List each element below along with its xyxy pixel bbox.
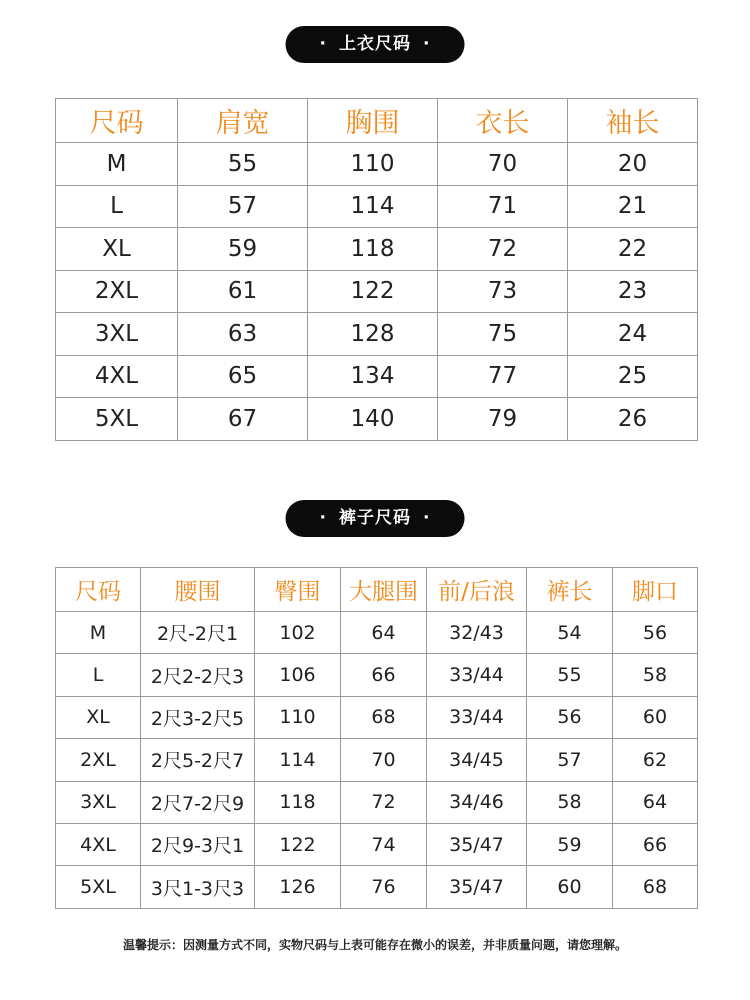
table-cell: 2XL: [56, 739, 141, 781]
table-cell: 134: [308, 355, 438, 398]
measurement-note: 温馨提示：因测量方式不同，实物尺码与上表可能存在微小的误差，并非质量问题，请您理解。: [122, 938, 627, 952]
table-row: [56, 866, 698, 908]
table-cell: 24: [568, 313, 698, 356]
table-cell: 73: [438, 270, 568, 313]
dot-icon: ·: [319, 34, 327, 54]
table-cell: 66: [613, 823, 698, 865]
table-cell: 63: [178, 313, 308, 356]
table-cell: 25: [568, 355, 698, 398]
table-cell: 70: [341, 739, 427, 781]
pants-size-table: [55, 567, 698, 909]
table-cell: 64: [613, 781, 698, 823]
table-cell: 110: [308, 143, 438, 186]
table-cell: 72: [341, 781, 427, 823]
header-cell: 尺码: [56, 568, 141, 612]
table-cell: 60: [527, 866, 613, 908]
top-size-title-badge: [286, 26, 465, 63]
table-cell: 33/44: [427, 654, 527, 696]
table-cell: 118: [308, 228, 438, 271]
table-cell: 75: [438, 313, 568, 356]
table-cell: 58: [527, 781, 613, 823]
table-cell: 21: [568, 185, 698, 228]
table-cell: 59: [178, 228, 308, 271]
table-row: [56, 739, 698, 781]
table-cell: 55: [527, 654, 613, 696]
table-cell: 33/44: [427, 696, 527, 738]
dot-icon: ·: [319, 508, 327, 528]
table-cell: M: [56, 143, 178, 186]
table-cell: 56: [527, 696, 613, 738]
table-cell: 74: [341, 823, 427, 865]
table-cell: 114: [255, 739, 341, 781]
table-row: [56, 823, 698, 865]
header-cell: 大腿围: [341, 568, 427, 612]
top-size-table: [55, 98, 698, 441]
table-cell: 66: [341, 654, 427, 696]
pants-size-title-badge: [286, 500, 465, 537]
table-cell: 122: [308, 270, 438, 313]
table-cell: 35/47: [427, 823, 527, 865]
table-cell: 55: [178, 143, 308, 186]
table-cell: 106: [255, 654, 341, 696]
table-cell: 35/47: [427, 866, 527, 908]
header-cell: 腰围: [141, 568, 255, 612]
table-cell: 32/43: [427, 612, 527, 654]
top-size-title: 上衣尺码: [339, 34, 411, 54]
table-row: [56, 355, 698, 398]
table-cell: 64: [341, 612, 427, 654]
table-cell: 3尺1-3尺3: [141, 866, 255, 908]
table-cell: 20: [568, 143, 698, 186]
header-cell: 脚口: [613, 568, 698, 612]
header-cell: 衣长: [438, 99, 568, 143]
pants-size-title: 裤子尺码: [339, 508, 411, 528]
table-row: [56, 696, 698, 738]
table-cell: 71: [438, 185, 568, 228]
header-cell: 前/后浪: [427, 568, 527, 612]
table-row: [56, 781, 698, 823]
header-cell: 尺码: [56, 99, 178, 143]
table-cell: 57: [527, 739, 613, 781]
table-cell: 22: [568, 228, 698, 271]
table-cell: 4XL: [56, 823, 141, 865]
table-cell: 57: [178, 185, 308, 228]
table-cell: XL: [56, 696, 141, 738]
table-row: [56, 654, 698, 696]
table-cell: 72: [438, 228, 568, 271]
header-cell: 肩宽: [178, 99, 308, 143]
table-cell: 3XL: [56, 313, 178, 356]
table-cell: 114: [308, 185, 438, 228]
dot-icon: ·: [423, 508, 431, 528]
table-cell: 4XL: [56, 355, 178, 398]
table-cell: 61: [178, 270, 308, 313]
table-cell: 2尺-2尺1: [141, 612, 255, 654]
table-cell: 2尺5-2尺7: [141, 739, 255, 781]
table-cell: 62: [613, 739, 698, 781]
table-header-row: [56, 568, 698, 612]
table-cell: 2XL: [56, 270, 178, 313]
table-cell: 60: [613, 696, 698, 738]
table-cell: L: [56, 185, 178, 228]
table-cell: 54: [527, 612, 613, 654]
table-cell: 2尺3-2尺5: [141, 696, 255, 738]
table-cell: 3XL: [56, 781, 141, 823]
table-cell: XL: [56, 228, 178, 271]
table-row: [56, 185, 698, 228]
table-cell: 140: [308, 398, 438, 441]
table-header-row: [56, 99, 698, 143]
table-cell: 110: [255, 696, 341, 738]
header-cell: 裤长: [527, 568, 613, 612]
table-cell: 58: [613, 654, 698, 696]
header-cell: 臀围: [255, 568, 341, 612]
table-cell: L: [56, 654, 141, 696]
dot-icon: ·: [423, 34, 431, 54]
table-cell: 102: [255, 612, 341, 654]
table-cell: 70: [438, 143, 568, 186]
table-cell: 34/46: [427, 781, 527, 823]
table-cell: 68: [341, 696, 427, 738]
header-cell: 胸围: [308, 99, 438, 143]
table-cell: 23: [568, 270, 698, 313]
table-row: [56, 228, 698, 271]
table-row: [56, 398, 698, 441]
table-row: [56, 612, 698, 654]
table-cell: 34/45: [427, 739, 527, 781]
header-cell: 袖长: [568, 99, 698, 143]
table-cell: 5XL: [56, 398, 178, 441]
table-cell: 67: [178, 398, 308, 441]
table-cell: 118: [255, 781, 341, 823]
table-cell: 77: [438, 355, 568, 398]
table-cell: 126: [255, 866, 341, 908]
table-cell: 56: [613, 612, 698, 654]
table-cell: 59: [527, 823, 613, 865]
table-cell: 5XL: [56, 866, 141, 908]
table-cell: M: [56, 612, 141, 654]
table-cell: 76: [341, 866, 427, 908]
table-cell: 2尺7-2尺9: [141, 781, 255, 823]
table-cell: 2尺9-3尺1: [141, 823, 255, 865]
table-row: [56, 143, 698, 186]
table-row: [56, 270, 698, 313]
table-cell: 65: [178, 355, 308, 398]
table-cell: 128: [308, 313, 438, 356]
table-cell: 2尺2-2尺3: [141, 654, 255, 696]
table-row: [56, 313, 698, 356]
table-cell: 79: [438, 398, 568, 441]
table-cell: 122: [255, 823, 341, 865]
table-cell: 68: [613, 866, 698, 908]
table-cell: 26: [568, 398, 698, 441]
